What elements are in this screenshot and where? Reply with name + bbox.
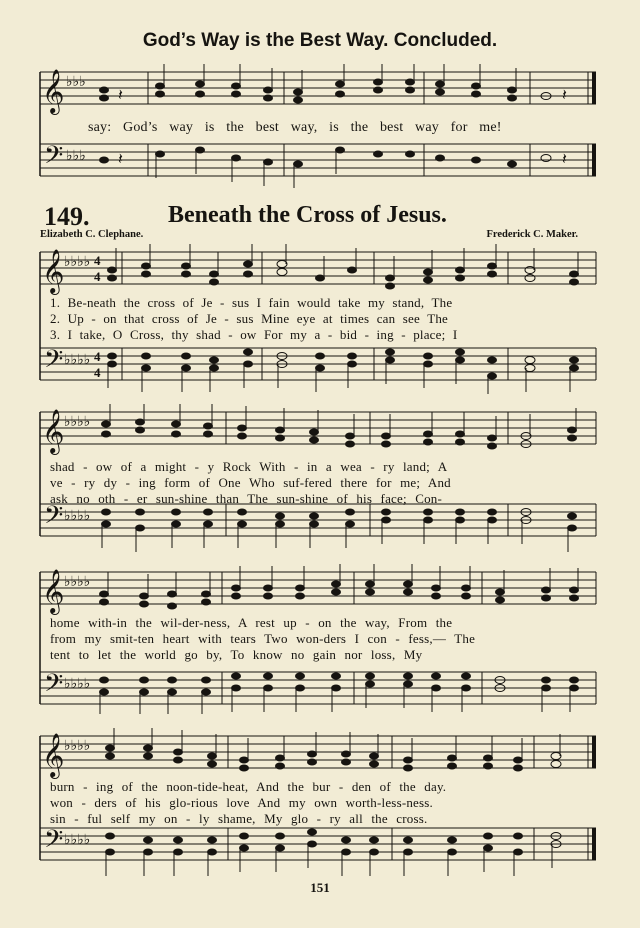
svg-text:♭♭♭♭: ♭♭♭♭ [64, 414, 91, 430]
svg-text:♭♭♭: ♭♭♭ [66, 148, 86, 164]
system-3-verse-3: tent to let the world go by, To know no gain nor loss, My [50, 647, 423, 662]
system-1-verse-3: 3. I take, O Cross, thy shad - ow For my a - bid - ing - place; I [50, 327, 458, 342]
svg-text:♭♭♭: ♭♭♭ [66, 74, 86, 90]
svg-text:♭♭♭♭: ♭♭♭♭ [64, 738, 91, 754]
svg-text:𝄞: 𝄞 [42, 409, 65, 453]
svg-text:♭♭♭♭: ♭♭♭♭ [64, 254, 91, 270]
svg-text:𝄞: 𝄞 [42, 69, 65, 113]
svg-text:𝄢: 𝄢 [44, 825, 64, 860]
system-1-verse-1: 1. Be-neath the cross of Je - sus I fain would take my stand, The [50, 295, 453, 310]
page-number: 151 [310, 880, 330, 895]
svg-text:♭♭♭♭: ♭♭♭♭ [64, 676, 91, 692]
hymn-title: Beneath the Cross of Jesus. [168, 202, 447, 228]
continuation-title: God’s Way is the Best Way. Concluded. [142, 30, 498, 51]
continuation-lyric: say: God’s way is the best way, is the best way for me! [88, 120, 502, 135]
svg-text:4: 4 [94, 365, 101, 380]
svg-text:♭♭♭♭: ♭♭♭♭ [64, 508, 91, 524]
svg-text:𝄢: 𝄢 [44, 501, 64, 536]
svg-text:♭♭♭♭: ♭♭♭♭ [64, 574, 91, 590]
system-2-verse-3: ask no oth - er sun-shine than The sun-shine of his face; Con- [50, 491, 443, 506]
svg-text:𝄢: 𝄢 [44, 141, 64, 176]
svg-text:4: 4 [94, 253, 101, 268]
svg-text:𝄞: 𝄞 [42, 569, 65, 613]
svg-text:𝄽: 𝄽 [118, 87, 123, 104]
svg-text:𝄽: 𝄽 [118, 151, 123, 168]
svg-text:4: 4 [94, 269, 101, 284]
system-4-verse-3: sin - ful self my on - ly shame, My glo - ry all the cross. [50, 811, 428, 826]
system-3-verse-2: from my smit-ten heart with tears Two won-ders I con - fess,— The [50, 631, 476, 646]
composer-credit: Frederick C. Maker. [486, 229, 578, 240]
system-3-verse-1: home with-in the wil-der-ness, A rest up - on the way, From the [50, 615, 453, 630]
svg-text:4: 4 [94, 349, 101, 364]
svg-text:♭♭♭♭: ♭♭♭♭ [64, 352, 91, 368]
system-2-verse-2: ve - ry dy - ing form of One Who suf-fered there for me; And [50, 475, 451, 490]
svg-text:𝄢: 𝄢 [44, 345, 64, 380]
svg-text:𝄽: 𝄽 [562, 87, 567, 104]
system-1-verse-2: 2. Up - on that cross of Je - sus Mine eye at times can see The [50, 311, 449, 326]
system-4-verse-2: won - ders of his glo-rious love And my own worth-less-ness. [50, 795, 433, 810]
svg-text:♭♭♭♭: ♭♭♭♭ [64, 832, 91, 848]
svg-text:𝄽: 𝄽 [562, 151, 567, 168]
svg-text:𝄞: 𝄞 [42, 733, 65, 777]
hymn-number: 149. [44, 202, 90, 231]
system-4-verse-1: burn - ing of the noon-tide-heat, And the bur - den of the day. [50, 779, 447, 794]
svg-text:𝄢: 𝄢 [44, 669, 64, 704]
svg-text:𝄞: 𝄞 [42, 249, 65, 293]
lyricist-credit: Elizabeth C. Clephane. [40, 229, 144, 240]
system-2-verse-1: shad - ow of a might - y Rock With - in a wea - ry land; A [50, 459, 448, 474]
